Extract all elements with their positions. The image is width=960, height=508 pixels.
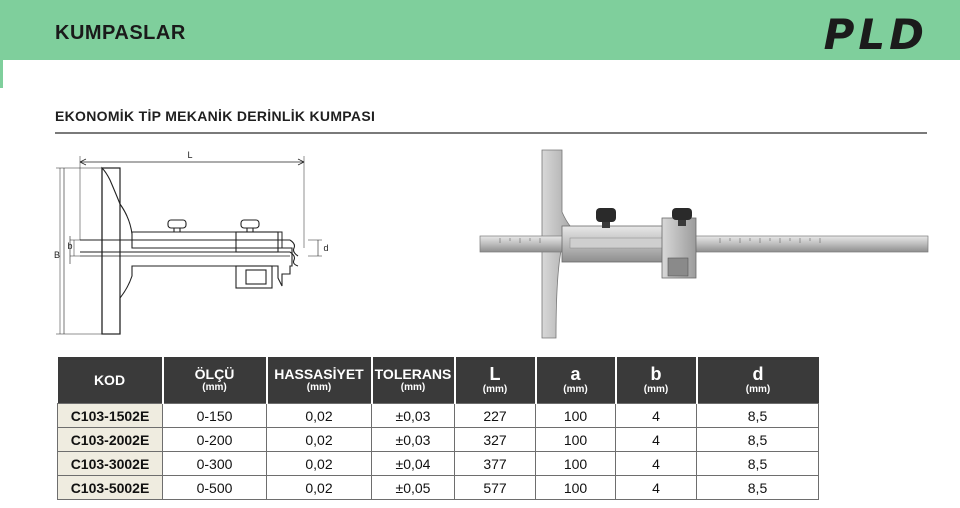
cell-tolerans: ±0,04 [372, 452, 455, 476]
cell-b: 4 [616, 452, 697, 476]
table-row [58, 452, 819, 476]
cell-d: 8,5 [697, 452, 819, 476]
cell-a: 100 [536, 476, 616, 500]
cell-olcu: 0-300 [163, 452, 267, 476]
cell-d: 8,5 [697, 476, 819, 500]
cell-L: 327 [455, 428, 536, 452]
col-header-hassasiyet: HASSASİYET (mm) [267, 357, 372, 404]
cell-d: 8,5 [697, 404, 819, 428]
cell-kod: C103-5002E [58, 476, 163, 500]
cell-L: 577 [455, 476, 536, 500]
product-photo [470, 142, 930, 352]
cell-hassasiyet: 0,02 [267, 452, 372, 476]
dimension-label-d: d [323, 243, 329, 253]
cell-tolerans: ±0,03 [372, 428, 455, 452]
cell-hassasiyet: 0,02 [267, 404, 372, 428]
cell-hassasiyet: 0,02 [267, 428, 372, 452]
cell-a: 100 [536, 404, 616, 428]
cell-a: 100 [536, 452, 616, 476]
col-header-b: b (mm) [616, 357, 697, 404]
col-header-d: d (mm) [697, 357, 819, 404]
col-header-kod: KOD [58, 357, 163, 404]
specifications-table [57, 357, 819, 500]
cell-kod: C103-1502E [58, 404, 163, 428]
dimension-label-L: L [187, 150, 193, 160]
dimension-label-b: b [67, 241, 73, 251]
cell-b: 4 [616, 404, 697, 428]
header-accent-strip [0, 60, 3, 88]
cell-kod: C103-2002E [58, 428, 163, 452]
col-header-L: L (mm) [455, 357, 536, 404]
table-header-row [58, 357, 819, 404]
cell-tolerans: ±0,03 [372, 404, 455, 428]
table-row [58, 428, 819, 452]
category-title: KUMPASLAR [55, 22, 186, 44]
brand-logo: PLD [823, 10, 928, 59]
cell-olcu: 0-150 [163, 404, 267, 428]
col-header-olcu: ÖLÇÜ (mm) [163, 357, 267, 404]
cell-L: 227 [455, 404, 536, 428]
section-divider [55, 132, 927, 134]
cell-kod: C103-3002E [58, 452, 163, 476]
cell-b: 4 [616, 428, 697, 452]
cell-d: 8,5 [697, 428, 819, 452]
product-title: EKONOMİK TİP MEKANİK DERİNLİK KUMPASI [55, 108, 376, 124]
col-header-a: a (mm) [536, 357, 616, 404]
cell-L: 377 [455, 452, 536, 476]
cell-olcu: 0-500 [163, 476, 267, 500]
cell-a: 100 [536, 428, 616, 452]
cell-b: 4 [616, 476, 697, 500]
cell-olcu: 0-200 [163, 428, 267, 452]
cell-hassasiyet: 0,02 [267, 476, 372, 500]
table-row [58, 476, 819, 500]
dimension-label-B: B [53, 250, 61, 260]
col-header-tolerans: TOLERANS (mm) [372, 357, 455, 404]
cell-tolerans: ±0,05 [372, 476, 455, 500]
technical-drawing [50, 148, 340, 348]
table-row [58, 404, 819, 428]
